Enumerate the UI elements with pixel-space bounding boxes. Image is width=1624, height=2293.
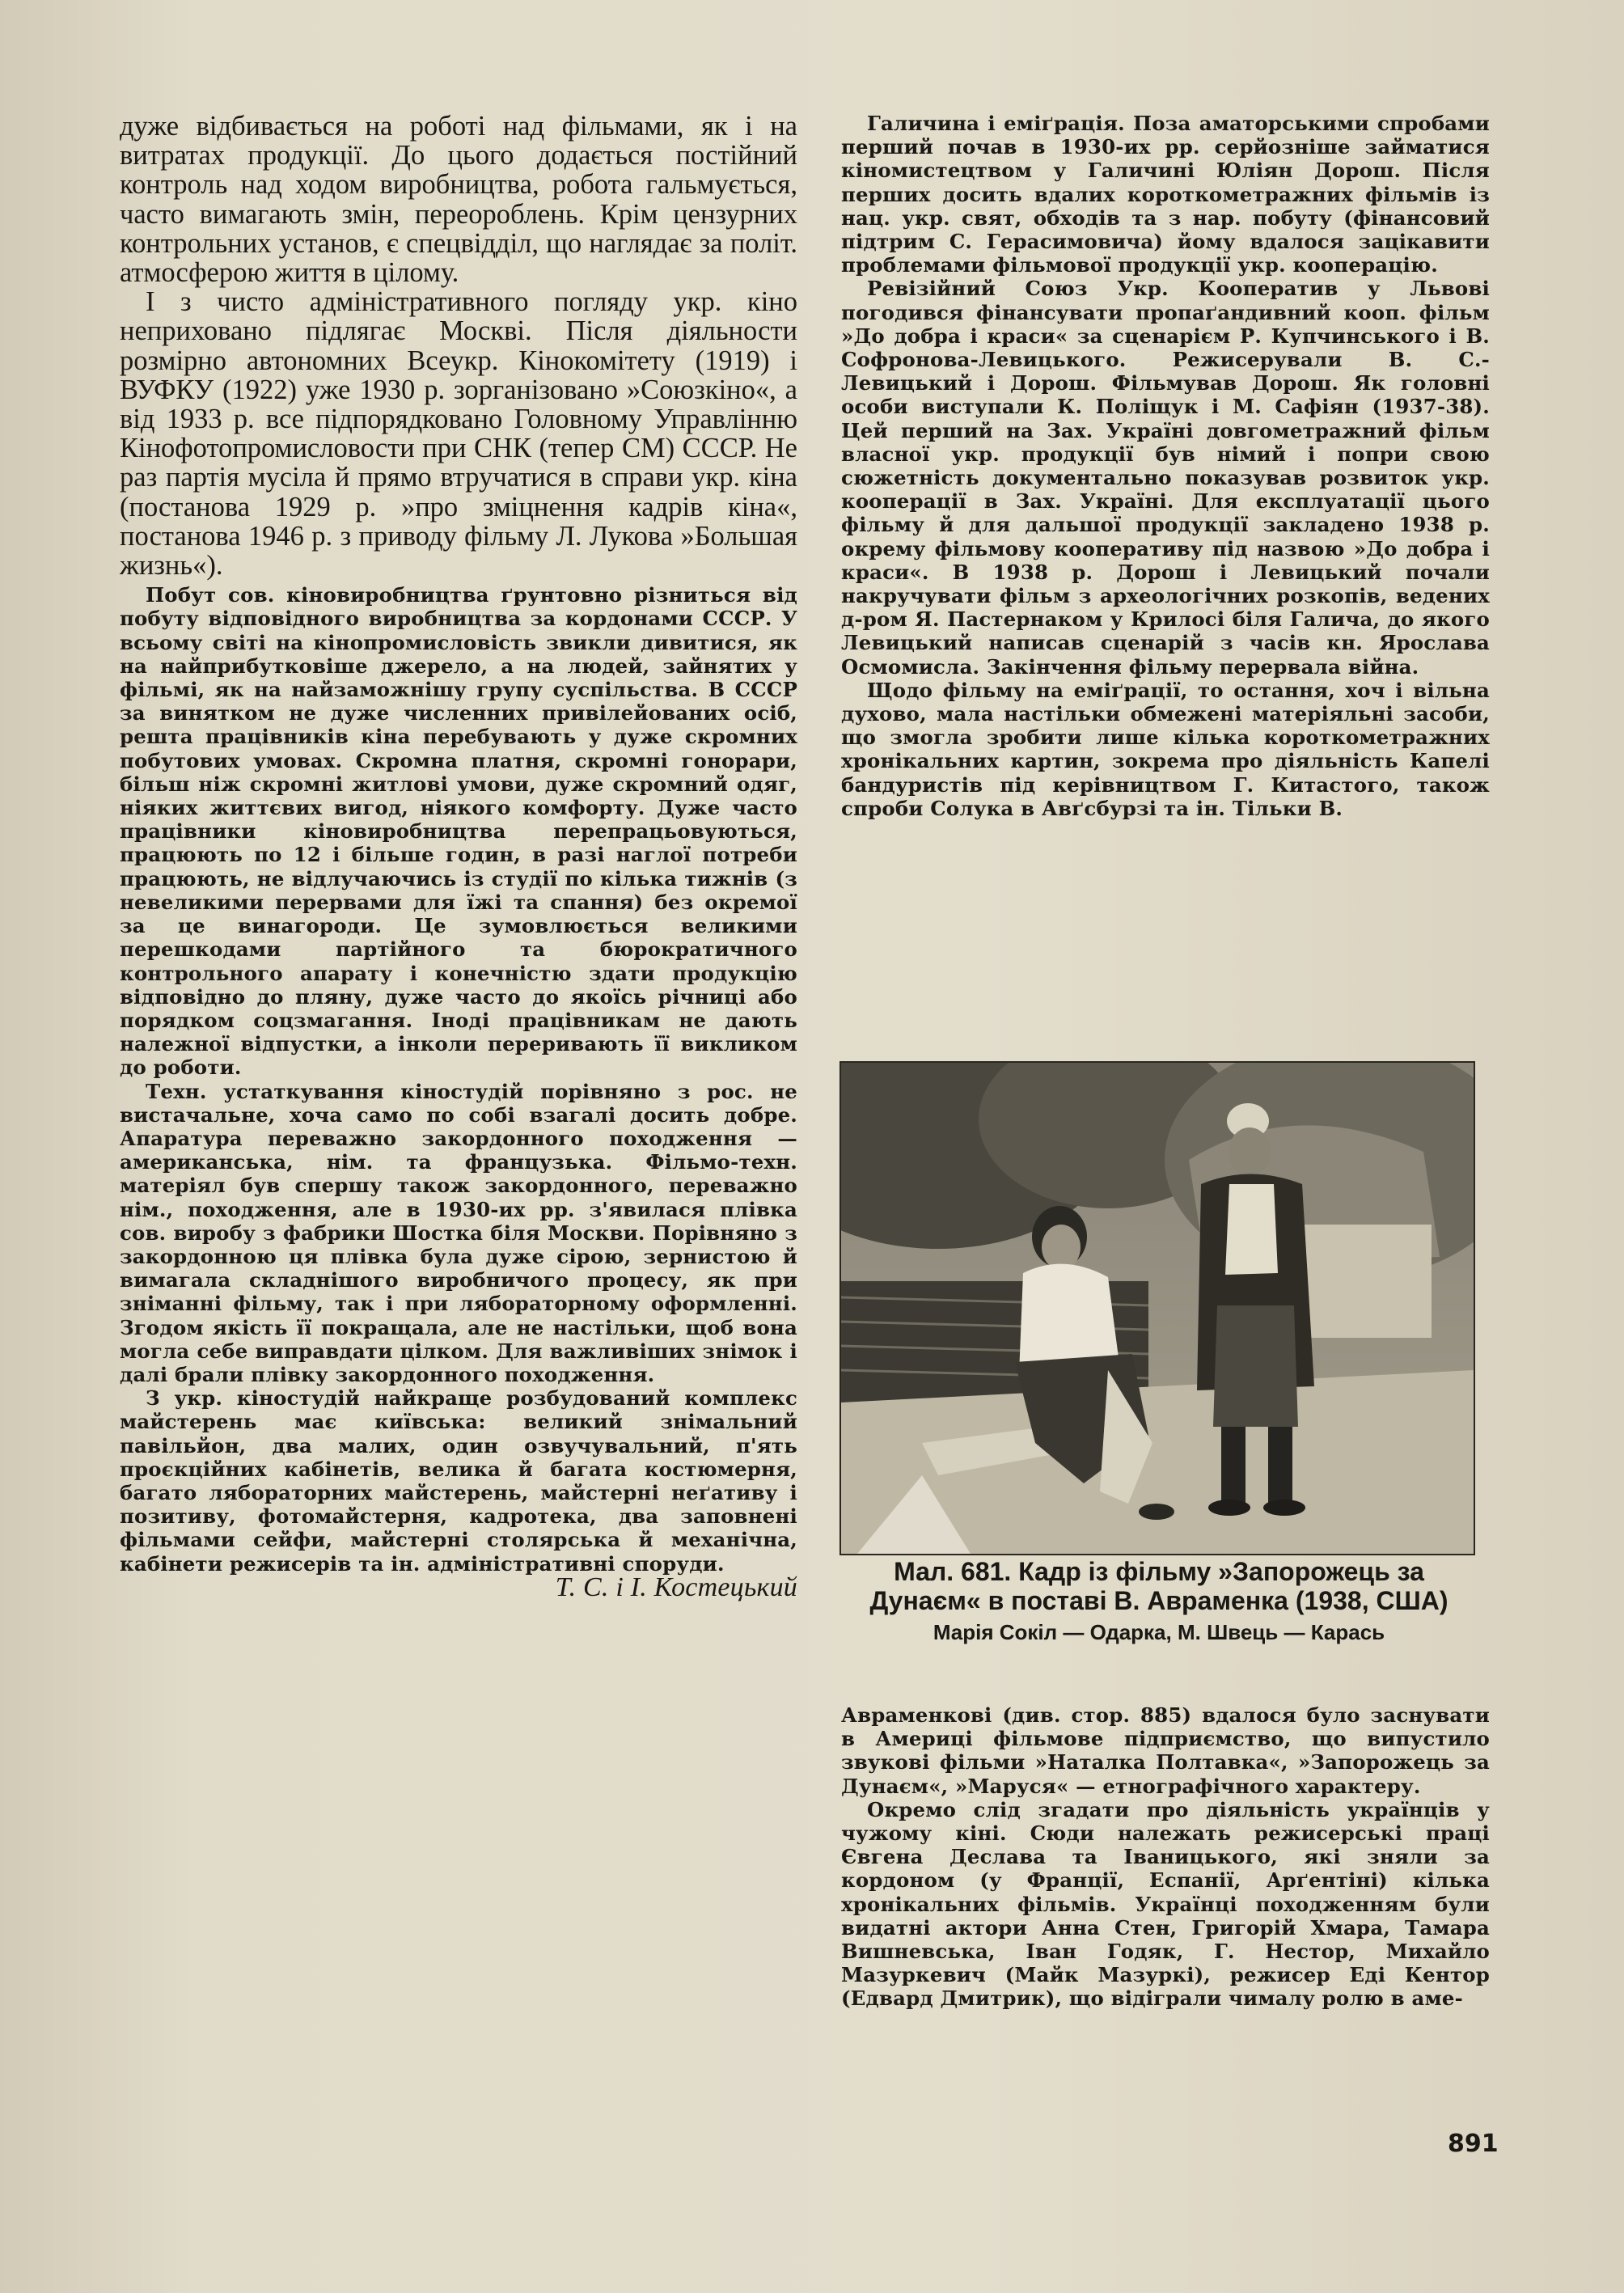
right-column-continued: [841, 1703, 1490, 2011]
paragraph: Авраменкові (див. стор. 885) вдалося було заснувати в Америці фільмове підприємство, що випустило звукові фільми »Наталка Полтавка«, »Запорожець за Дунаєм«, »Маруся« — етнографічного характеру.: [841, 1703, 1490, 1798]
paragraph: Ревізійний Союз Укр. Кооператив у Львові погодився фінансувати пропаґандивний кооп. фільм »До добра і краси« за сценарієм Р. Купчинського і В. Софронова-Левицького. Режисерували В. С.-Левицький і Дорош. Фільмував Дорош. Як головні особи виступали К. Поліщук і М. Сафіян (1937-38). Цей перший на Зах. Україні довгометражний фільм власної укр. продукції був німий і попри свою сюжетність документально показував розвиток укр. кооперації в Зах. Україні. Для експлуатації цього фільму й для дальшої продукції закладено 1938 р. окрему фільмову кооперативу під назвою »До добра і краси«. В 1938 р. Дорош і Левицький почали накручувати фільм з археологічних розкопів, ведених д-ром Я. Пастернаком у Крилосі біля Галича, до якого Левицький написав сценарій з часів кн. Ярослава Осмомисла. Закінчення фільму перервала війна.: [841, 277, 1490, 679]
large-text-block: [120, 112, 797, 580]
film-still-illustration: [841, 1063, 1474, 1554]
paragraph: Галичина і еміґрація. Поза аматорськими спробами перший почав в 1930-их рр. серйозніше займатися кіномистецтвом у Галичині Юліян Дорош. Після перших досить вдалих короткометражних фільмів із нац. укр. свят, обходів та з нар. побуту (фінансовий підтрим С. Герасимовича) йому вдалося зацікавити проблемами фільмової продукції укр. кооперацію.: [841, 112, 1490, 277]
paragraph: Техн. устаткування кіностудій порівняно з рос. не вистачальне, хоча само по собі взагалі досить добре. Апаратура переважно закордонного походження — американська, нім. та французька. Фільмо-техн. матеріял був спершу також закордонного, переважно нім., походження, але в 1930-их рр. з'явилася плівка сов. виробу з фабрики Шостка біля Москви. Порівняно з закордонною ця плівка була дуже сірою, зернистою й вимагала складнішого виробничого процесу, як при зніманні фільму, так і при лябораторному оформленні. Згодом якість її покращала, але не настільки, щоб вона могла себе виправдати цілком. Для важливіших знімок і далі брали плівку закордонного походження.: [120, 1079, 797, 1386]
figure-caption: Мал. 681. Кадр із фільму »Запорожець за Дунаєм« в поставі В. Авраменка (1938, США): [869, 1557, 1448, 1615]
author-signature: Т. С. і І. Костецький: [555, 1572, 797, 1602]
left-column: [120, 111, 797, 1602]
paragraph: дуже відбивається на роботі над фільмами, як і на витратах продукції. До цього додається постійний контроль над ходом виробництва, робота гальмується, часто вимагають змін, переороблень. Крім цензурних контрольних установ, є спецвідділ, що наглядає за політ. атмосферою життя в цілому.: [120, 111, 797, 289]
paragraph: Побут сов. кіновиробництва ґрунтовно різниться від побуту відповідного виробництва за кордонами СССР. У всьому світі на кінопромисловість звикли дивитися, як на найприбутковіше джерело, а на людей, зайнятих у фільмі, як на найзаможнішу групу суспільства. В СССР за винятком не дуже численних привілейованих осіб, решта працівників кіна перебувають у дуже скромних побутових умовах. Скромна платня, скромні гонорари, більш ніж скромні житлові умови, дуже скромний одяг, ніяких життєвих вигод, ніякого комфорту. Дуже часто працівники кіновиробництва перепрацьовуються, працюють по 12 і більше годин, в разі наглої потреби працюють, не відлучаючись із студії по кілька тижнів (з невеликими перервами для їжі та спання) без окремої за це винагороди. Це зумовлюється великими перешкодами партійного та бюрократичного контрольного апарату і конечністю здати продукцію відповідно до пляну, дуже часто до якоїсь річниці або порядком соцзмагання. Іноді працівникам не дають належної відпустки, а інколи переривають її викликом до роботи.: [120, 583, 797, 1080]
film-still-photo: [839, 1061, 1475, 1555]
figure-cast: Марія Сокіл — Одарка, М. Швець — Карась: [933, 1620, 1385, 1644]
paragraph: Окремо слід згадати про діяльність українців у чужому кіні. Сюди належать режисерські праці Євгена Деслава та Іваницького, які зняли за кордоном (у Франції, Еспанії, Арґентіні) кілька хронікальних фільмів. Українці походженням були видатні актори Анна Стен, Григорій Хмара, Тамара Вишневська, Іван Годяк, Г. Нестор, Михайло Мазуркевич (Майк Мазуркі), режисер Еді Кентор (Едвард Дмитрик), що відіграли чималу ролю в аме-: [841, 1797, 1490, 2011]
paragraph: І з чисто адміністративного погляду укр. кіно неприховано підлягає Москві. Після діяльности розмірно автономних Всеукр. Кінокомітету (1919) і ВУФКУ (1922) уже 1930 р. зорганізовано »Союзкіно«, а від 1933 р. все підпорядковано Головному Управлінню Кінофотопромисловости при СНК (тепер СМ) СССР. Не раз партія мусіла й прямо втручатися в справи укр. кіна (постанова 1929 р. »про зміцнення кадрів кіна«, постанова 1946 р. з приводу фільму Л. Лукова »Большая жизнь«).: [120, 286, 797, 582]
right-column: [841, 112, 1490, 820]
paragraph: З укр. кіностудій найкраще розбудований комплекс майстерень має київська: великий знімальний павільйон, два малих, один озвучувальний, п'ять проєкційних кабінетів, велика й багата костюмерня, багато лябораторних майстерень, майстерні неґативу і позитиву, фотомайстерня, кадротека, два заповнені фільмами сейфи, майстерні столярська й механічна, кабінети режисерів та ін. адміністративні споруди.: [120, 1386, 797, 1576]
paragraph: Щодо фільму на еміґрації, то остання, хоч і вільна духово, мала настільки обмежені матеріяльні засоби, що змогла зробити лише кілька короткометражних хронікальних картин, зокрема про діяльність Капелі бандуристів під керівництвом Г. Китастого, також спроби Солука в Авґсбурзі та ін. Тільки В.: [841, 678, 1490, 820]
figure-caption-block: [839, 1557, 1478, 1646]
small-text-block: [120, 583, 797, 1602]
page-number: 891: [1448, 2130, 1499, 2158]
